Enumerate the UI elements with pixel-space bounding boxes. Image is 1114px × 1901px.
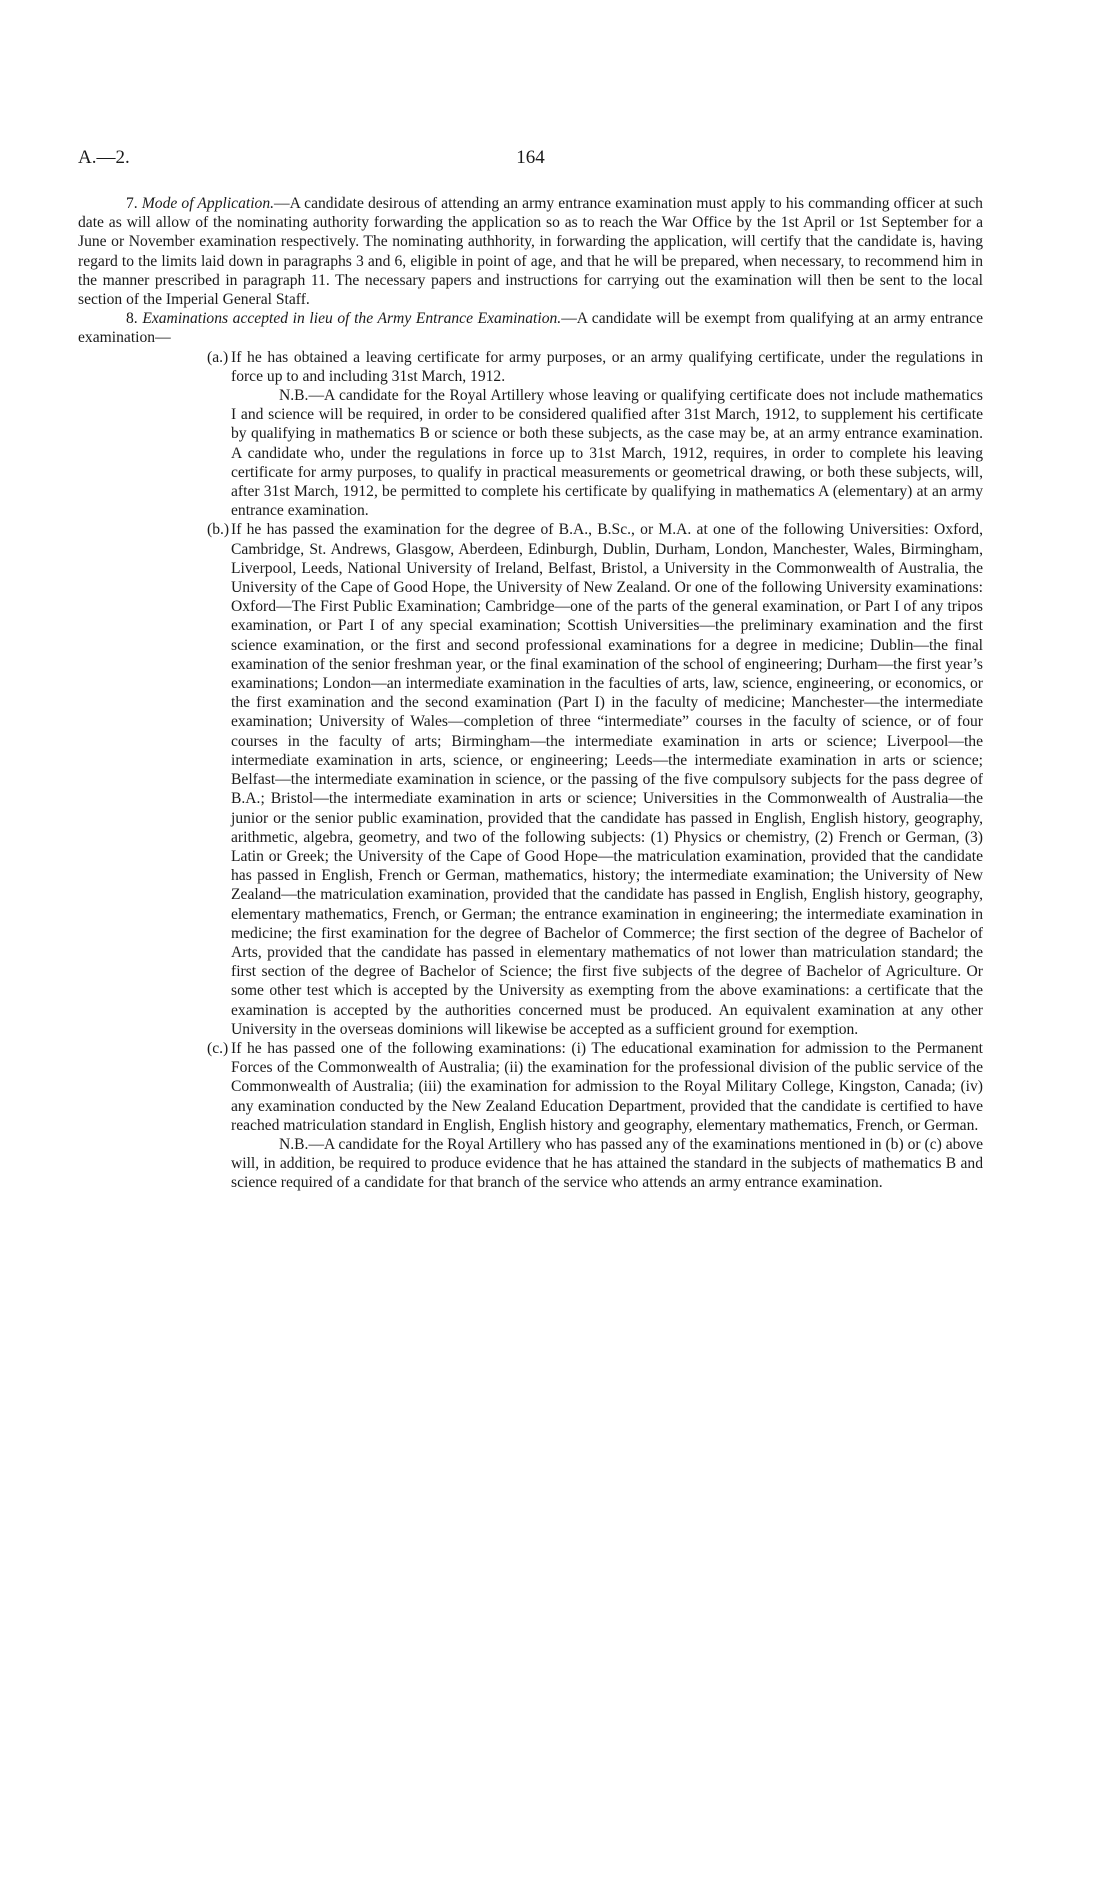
item-c-text: If he has passed one of the following examinations: (i) The educational examination for admission to the Permanent Forces of the Commonwealth of Australia; (ii) the examination for the professional division of the public service of the Commonwealth of Australia; (iii) the examination for admission to the Royal Military College, Kingston, Canada; (iv) any examination conducted by the New Zealand Education Department, provided that the candidate is certified to have reached matriculation standard in English, English history and geography, elementary mathematics, French, or German. bbox=[231, 1039, 983, 1134]
item-a-marker: (a.) bbox=[207, 348, 229, 366]
paragraph-7-heading: Mode of Application. bbox=[141, 195, 275, 212]
item-c bbox=[78, 1039, 983, 1135]
paragraph-8-number: 8. bbox=[126, 310, 138, 328]
document-body bbox=[78, 194, 983, 1193]
paragraph-8 bbox=[78, 309, 983, 347]
paragraph-7-text: —A candidate desirous of attending an army entrance examination must apply to his commanding officer at such date as will allow of the nominating authority forwarding the application so as to reach the War Office by the 1st April or 1st September for a June or November examination respectively. The nominating authhority, in forwarding the application, will certify that the candidate is, having regard to the limits laid down in paragraphs 3 and 6, eligible in point of age, and that he will be prepared, when necessary, to recommend him in the manner prescribed in paragraph 11. The necessary papers and instructions for carrying out the examination will then be sent to the local section of the Imperial General Staff. bbox=[78, 195, 983, 309]
item-c-marker: (c.) bbox=[207, 1039, 229, 1057]
page-reference: A.—2. bbox=[78, 147, 130, 168]
item-b bbox=[78, 520, 983, 1038]
paragraph-7-number: 7. bbox=[126, 195, 138, 212]
item-a bbox=[78, 348, 983, 386]
page-number: 164 bbox=[516, 147, 545, 168]
item-b-marker: (b.) bbox=[207, 521, 230, 539]
item-b-text: If he has passed the examination for the degree of B.A., B.Sc., or M.A. at one of the following Universities: Oxford, Cambridge, St. Andrews, Glasgow, Aberdeen, Edinburgh, Dublin, Durham, London, Manchester, Wales, Birmingham, Liverpool, Leeds, National University of Ireland, Belfast, Bristol, a University in the Commonwealth of Australia, the University of the Cape of Good Hope, the University of New Zealand. Or one of the following University examinations: Oxford—The First Public Examination; Cambridge—one of the parts of the general examination, or Part I of any tripos examination, or Part I of any special examination; Scottish Universities—the preliminary examination and the first science examination, or the first and second professional examinations for a degree in medicine; Dublin—the final examination of the senior freshman year, or the final examination of the school of engineering; Durham—the first year’s examinations; London—an intermediate examination in the faculties of arts, law, science, engineering, or economics, or the first examination and the second examination (Part I) in the faculty of medicine; Manchester—the intermediate examination; University of Wales—completion of three “intermediate” courses in the faculty of science, or of four courses in the faculty of arts; Birmingham—the intermediate examination in arts or science; Liverpool—the intermediate examination in arts, science, or engineering; Leeds—the intermediate examination in arts or science; Belfast—the intermediate examination in science, or the passing of the five compulsory subjects for the pass degree of B.A.; Bristol—the intermediate examination in arts or science; Universities in the Commonwealth of Australia—the junior or the senior public examination, provided that the candidate has passed in English, English history, geography, arithmetic, algebra, geometry, and two of the following subjects: (1) Physics or chemistry, (2) French or German, (3) Latin or Greek; the University of the Cape of Good Hope—the matriculation examination, provided that the candidate has passed in English, French or German, mathematics, history; the intermediate examination; the University of New Zealand—the matriculation examination, provided that the candidate has passed in English, English history, geography, elementary mathematics, French, or German; the entrance examination in engineering; the intermediate examination in medicine; the first examination for the degree of Bachelor of Commerce; the first section of the degree of Bachelor of Arts, provided that the candidate has passed in elementary mathematics of not lower than matriculation standard; the first section of the degree of Bachelor of Science; the first five subjects of the degree of Bachelor of Agriculture. Or some other test which is accepted by the University as exempting from the above examinations: a certificate that the examination is accepted by the authorities concerned must be produced. An equivalent examination at any other University in the overseas dominions will likewise be accepted as a sufficient ground for exemption. bbox=[231, 521, 983, 1038]
paragraph-7 bbox=[78, 194, 983, 309]
item-a-nota-bene: N.B.—A candidate for the Royal Artillery whose leaving or qualifying certificate does not include mathematics I and science will be required, in order to be considered qualified after 31st March, 1912, to supplement his certificate by qualifying in mathematics B or science or both these subjects, as the case may be, at an army entrance examination. A candidate who, under the regulations in force up to 31st March, 1912, requires, in order to complete his leaving certificate for army purposes, to qualify in practical measurements or geometrical drawing, or both these subjects, will, after 31st March, 1912, be permitted to complete his certificate by qualifying in mathematics A (elementary) at an army entrance examination. bbox=[231, 387, 983, 520]
paragraph-8-heading: Examinations accepted in lieu of the Army Entrance Examination. bbox=[142, 310, 562, 328]
paragraph-8-text: —A candidate will be exempt from qualifying at an army entrance examination— bbox=[78, 310, 983, 347]
page-header bbox=[78, 147, 983, 177]
item-c-nota-bene: N.B.—A candidate for the Royal Artillery who has passed any of the examinations mentioned in (b) or (c) above will, in addition, be required to produce evidence that he has attained the standard in the subjects of mathematics B and science required of a candidate for that branch of the service who attends an army entrance examination. bbox=[231, 1135, 983, 1192]
item-a-text: If he has obtained a leaving certificate for army purposes, or an army qualifying certificate, under the regulations in force up to and including 31st March, 1912. bbox=[231, 348, 983, 385]
